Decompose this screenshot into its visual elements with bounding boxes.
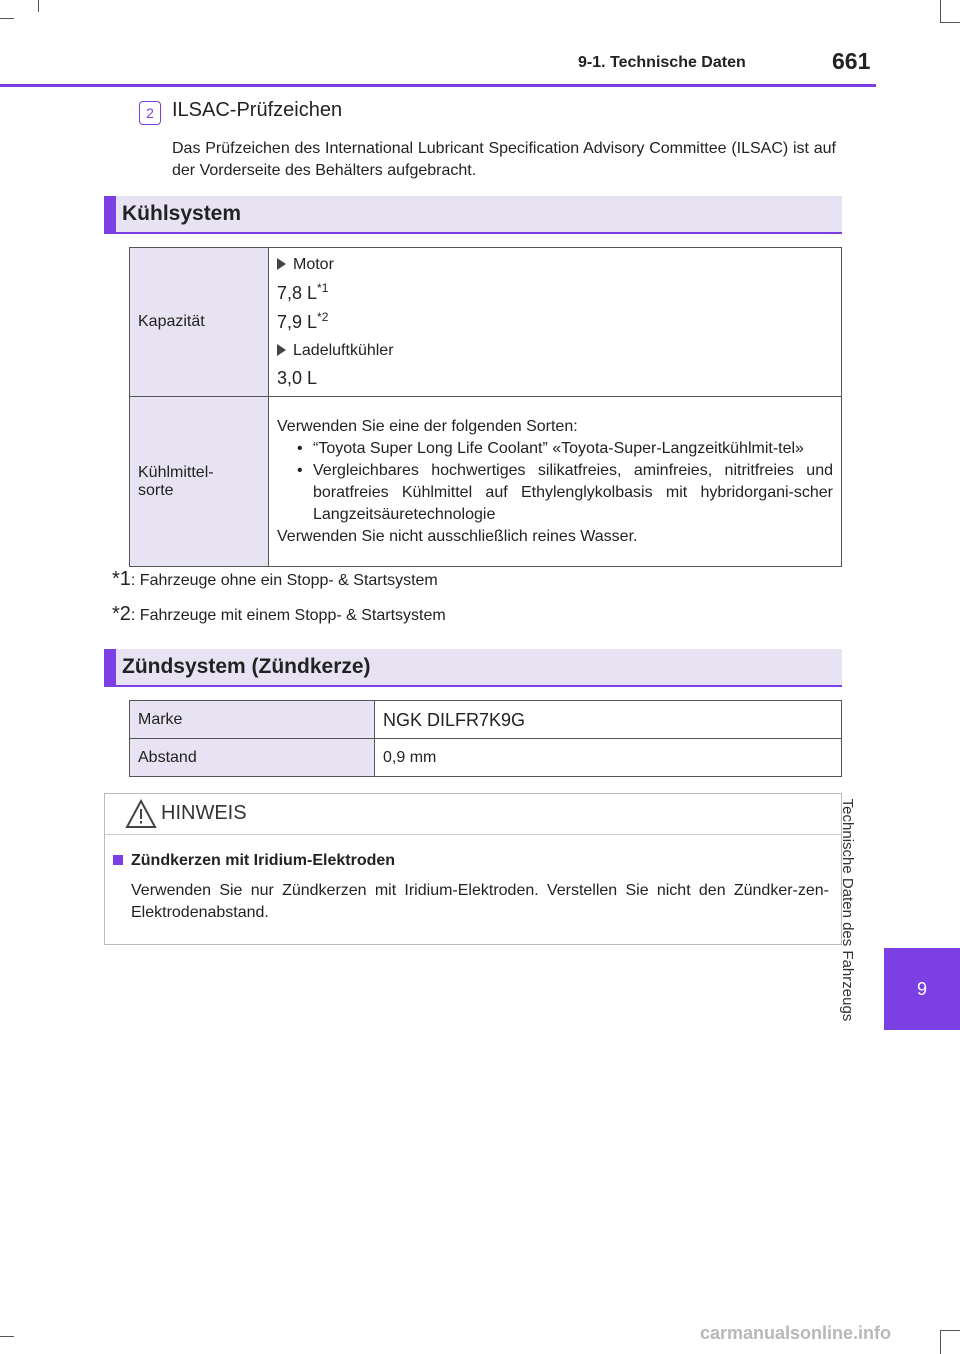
table-row xyxy=(130,701,842,739)
crop-mark xyxy=(38,0,39,12)
footnote: *1: Fahrzeuge ohne ein Stopp- & Startsystem xyxy=(112,568,438,590)
ilsac-paragraph: Das Prüfzeichen des International Lubricant Specification Advisory Committee (ILSAC) ist auf der Vorderseite des Behälters aufgebracht. xyxy=(172,140,836,179)
section-title: 9-1. Technische Daten xyxy=(578,54,746,71)
watermark: carmanualsonline.info xyxy=(700,1323,892,1343)
gap-label: Abstand xyxy=(130,739,375,777)
page-number: 661 xyxy=(832,48,871,74)
notice-header xyxy=(105,794,841,835)
crop-mark xyxy=(940,22,960,23)
coolant-type-value: Verwenden Sie eine der folgenden Sorten: • “Toyota Super Long Life Coolant” «Toyota-Super-Langzeitkühlmit-tel» • Vergleichbares hochwertiges silikatfreies, aminfreies, nitritfreies und boratfreies Kühlmittel auf Ethylenglykolbasis mit hybridorgani-scher Langzeitsäuretechnologie Verwenden Sie nicht ausschließlich reines Wasser. xyxy=(269,397,842,567)
crop-mark xyxy=(0,1336,14,1337)
triangle-bullet-icon xyxy=(277,344,286,356)
table-row xyxy=(130,739,842,777)
table-row xyxy=(130,397,842,567)
coolant-type-label: Kühlmittel- sorte xyxy=(130,397,269,567)
list-item: • Vergleichbares hochwertiges silikatfreies, aminfreies, nitritfreies und boratfreies Kühlmittel auf Ethylenglykolbasis mit hybridorgani-scher Langzeitsäuretechnologie xyxy=(313,460,833,526)
step-badge: 2 xyxy=(139,101,161,125)
triangle-bullet-icon xyxy=(277,258,286,270)
footnote: *2: Fahrzeuge mit einem Stopp- & Startsystem xyxy=(112,603,446,625)
chapter-tab: 9 xyxy=(884,948,960,1030)
gap-value: 0,9 mm xyxy=(375,739,842,777)
chapter-label: Technische Daten des Fahrzeugs xyxy=(839,798,856,1022)
header-rule xyxy=(0,84,876,87)
crop-mark xyxy=(940,0,941,22)
notice-heading: HINWEIS xyxy=(161,802,247,824)
ilsac-heading: ILSAC-Prüfzeichen xyxy=(172,99,343,121)
ignition-table xyxy=(129,700,842,777)
square-bullet-icon xyxy=(113,855,123,865)
notice-item-title: Zündkerzen mit Iridium-Elektroden xyxy=(113,852,395,870)
brand-value: NGK DILFR7K9G xyxy=(375,701,842,739)
notice-text: Verwenden Sie nur Zündkerzen mit Iridium-Elektroden. Verstellen Sie nicht den Zündker-zen-Elektrodenabstand. xyxy=(131,882,829,921)
crop-mark xyxy=(0,18,14,19)
cooling-table xyxy=(129,247,842,567)
crop-mark xyxy=(940,1330,960,1331)
notice-box xyxy=(104,793,842,945)
table-row xyxy=(130,248,842,397)
section-heading-ignition: Zündsystem (Zündkerze) xyxy=(104,649,842,687)
list-item: • “Toyota Super Long Life Coolant” «Toyota-Super-Langzeitkühlmit-tel» xyxy=(313,438,833,460)
brand-label: Marke xyxy=(130,701,375,739)
crop-mark xyxy=(940,1330,941,1354)
warning-icon xyxy=(125,798,157,830)
capacity-label: Kapazität xyxy=(130,248,269,397)
section-heading-cooling: Kühlsystem xyxy=(104,196,842,234)
capacity-value: Motor 7,8 $L^{*1}$ 7,9 $L^{*2}$ Ladeluftkühler 3,0 L xyxy=(269,248,842,397)
